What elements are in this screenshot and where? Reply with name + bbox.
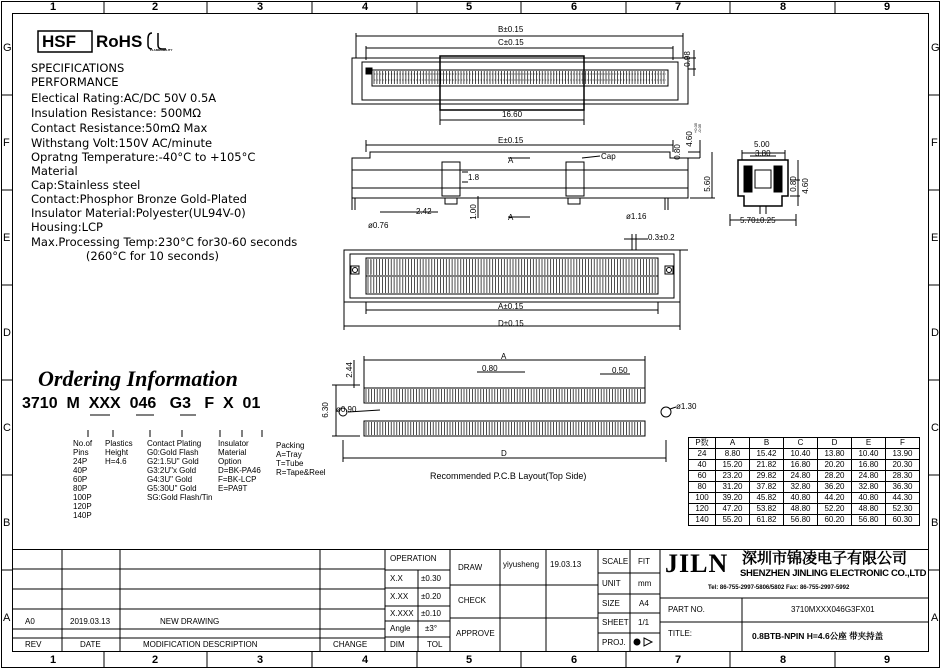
pin-table-cell: 21.82 (750, 460, 784, 471)
pin-table-cell: 32.80 (852, 482, 886, 493)
dim-w460: 4.60 (800, 178, 810, 194)
spec-line: Withstang Volt:150V AC/minute (31, 136, 213, 150)
dim-080: 0.80 (672, 144, 682, 160)
tb-part-no: 3710MXXX046G3FX01 (791, 605, 875, 614)
ordering-plating: Contact Plating G0:Gold Flash G2:1.5U" Gold G3:2U"x Gold G4:3U" Gold G5:30U" Gold SG:Gold Flash/Tin (147, 439, 213, 502)
pin-table-cell: 48.80 (784, 504, 818, 515)
col-4-label-bottom: 4 (362, 654, 369, 666)
dim-1660: 16.60 (502, 110, 523, 119)
pin-table-cell: 40.80 (784, 493, 818, 504)
pcb-dim-130: ø1.30 (676, 402, 697, 411)
tb-proj: PROJ. (602, 638, 626, 647)
tb-approve: APPROVE (456, 629, 495, 638)
pcb-dim-d: D (501, 449, 507, 458)
spec-line: Contact Resistance:50mΩ Max (31, 121, 208, 135)
ul-mark-label: UL (168, 36, 176, 42)
col-9-label: 9 (884, 1, 891, 13)
pin-table-cell: B (750, 438, 784, 449)
rohs-logo: RoHS (96, 32, 143, 51)
pin-table-cell: 40.80 (852, 493, 886, 504)
pcb-dim-244: 2.44 (344, 362, 354, 378)
rev-row-desc: NEW DRAWING (160, 617, 220, 626)
tb-scale: SCALE (602, 557, 629, 566)
tb-dim: DIM (390, 640, 405, 649)
tb-title-label: TITLE: (668, 629, 693, 638)
dim-tol: +0.05 -0.05 (693, 122, 703, 134)
pin-table-cell: 24.80 (784, 471, 818, 482)
pin-table-row (689, 493, 920, 504)
row-g-label: G (3, 42, 12, 54)
row-g-label-right: G (931, 42, 940, 54)
pin-table-cell: F (886, 438, 920, 449)
col-5-label-bottom: 5 (466, 654, 473, 666)
dim-d015: D±0.15 (498, 319, 524, 328)
dim-a-mark-2: A (508, 213, 514, 222)
pin-table-cell: E (852, 438, 886, 449)
tb-part-no-label: PART NO. (668, 605, 705, 614)
row-c-label-right: C (931, 422, 939, 434)
dim-18: 1.8 (468, 173, 480, 182)
pin-table-cell: A (716, 438, 750, 449)
tb-sheet: SHEET (602, 618, 629, 627)
projection-symbol-icon (634, 638, 652, 646)
pin-table-cell: 31.20 (716, 482, 750, 493)
pin-table-row (689, 482, 920, 493)
spec-title: SPECIFICATIONS (31, 61, 125, 75)
tb-tol-row-value: ±0.10 (421, 609, 441, 618)
tb-tol-row-label: Angle (390, 624, 411, 633)
pin-table-cell: 40 (689, 460, 716, 471)
tb-tol-row-label: X.XX (390, 592, 409, 601)
spec-line: Housing:LCP (31, 220, 103, 234)
rev-row-rev: A0 (25, 617, 35, 626)
row-b-label-right: B (931, 517, 939, 529)
pin-dimension-table (688, 437, 920, 526)
spec-line: Contact:Phosphor Bronze Gold-Plated (31, 192, 247, 206)
pin-table-cell: 36.30 (886, 482, 920, 493)
pin-table-cell: 60.20 (818, 515, 852, 526)
col-1-label: 1 (50, 1, 57, 13)
tb-draw: DRAW (458, 563, 483, 572)
pin-table-cell: 23.20 (716, 471, 750, 482)
pcb-caption: Recommended P.C.B Layout(Top Side) (430, 471, 587, 481)
row-e-label: E (3, 232, 11, 244)
col-4-label: 4 (362, 1, 369, 13)
company-name-cn: 深圳市锦凌电子有限公司 (742, 550, 908, 567)
col-2-label-bottom: 2 (152, 654, 159, 666)
ordering-packing: Packing A=Tray T=Tube R=Tape&Reel (276, 441, 326, 477)
col-7-label-bottom: 7 (675, 654, 682, 666)
pin-table-cell: 10.40 (784, 449, 818, 460)
spec-line: (260°C for 10 seconds) (31, 249, 219, 263)
col-1-label-bottom: 1 (50, 654, 57, 666)
col-6-label-bottom: 6 (571, 654, 578, 666)
dim-116: ø1.16 (626, 212, 647, 221)
dim-w080: 0.80 (788, 176, 798, 192)
rev-hdr-desc: MODIFICATION DESCRIPTION (143, 640, 258, 649)
dim-242: 2.42 (416, 207, 432, 216)
tb-draw-date: 19.03.13 (550, 560, 582, 569)
company-name-en: SHENZHEN JINLING ELECTRONIC CO.,LTD (740, 568, 927, 579)
pcb-dim-090: ø0.90 (336, 405, 357, 414)
col-9-label-bottom: 9 (884, 654, 891, 666)
tb-tol: TOL (427, 640, 443, 649)
dim-w380: 3.80 (755, 149, 771, 158)
pin-table-cell: 45.82 (750, 493, 784, 504)
pin-table-cell: 37.82 (750, 482, 784, 493)
company-logo: JILN (665, 549, 729, 578)
pin-table-cell: 36.20 (818, 482, 852, 493)
dim-e: E±0.15 (498, 136, 524, 145)
rev-row-date: 2019.03.13 (70, 617, 111, 626)
pin-table-cell: 32.80 (784, 482, 818, 493)
tb-tol-row-value: ±0.30 (421, 574, 441, 583)
pin-table-cell: 24 (689, 449, 716, 460)
pin-table-cell: 24.80 (852, 471, 886, 482)
company-contact: Tel: 86-755-2997-5806/5802 Fax: 86-755-2997-5992 (708, 585, 850, 591)
pin-table-cell: 10.40 (852, 449, 886, 460)
pin-table-cell: 61.82 (750, 515, 784, 526)
pin-table-cell: 80 (689, 482, 716, 493)
pin-table-cell: 100 (689, 493, 716, 504)
ordering-pins: No.of Pins 24P 40P 60P 80P 100P 120P 140P (73, 439, 93, 520)
pin-table-cell: 29.82 (750, 471, 784, 482)
ordering-connectors (88, 415, 262, 437)
pin-table-cell: 47.20 (716, 504, 750, 515)
pin-pattern (366, 71, 664, 435)
pin-table-cell: 39.20 (716, 493, 750, 504)
spec-line: Insulation Resistance: 500MΩ (31, 106, 202, 120)
dim-b: B±0.15 (498, 25, 524, 34)
col-5-label: 5 (466, 1, 473, 13)
spec-line: Cap:Stainless steel (31, 178, 141, 192)
ul-mark-caption: FLAMMABILITY (150, 48, 173, 52)
tb-sheet-val: 1/1 (638, 618, 650, 627)
pin-table-cell: 52.30 (886, 504, 920, 515)
pin-table-cell: 44.20 (818, 493, 852, 504)
dim-032: 0.3±0.2 (648, 233, 675, 242)
tb-tol-row-value: ±0.20 (421, 592, 441, 601)
ordering-title: Ordering Information (38, 366, 238, 391)
dim-c: C±0.15 (498, 38, 524, 47)
pin-table-cell: D (818, 438, 852, 449)
row-b-label: B (3, 517, 11, 529)
side-view-connector (352, 140, 715, 218)
row-f-label-right: F (931, 137, 938, 149)
tb-operation: OPERATION (390, 554, 437, 563)
pin-table-cell: P数 (689, 438, 716, 449)
tb-unit: UNIT (602, 579, 621, 588)
spec-line: Opratng Temperature:-40°C to +105°C (31, 150, 256, 164)
pin-table-row (689, 504, 920, 515)
spec-line: Max.Processing Temp:230°C for30-60 seconds (31, 235, 298, 249)
tb-unit-val: mm (638, 579, 652, 588)
pin-table-cell: 15.20 (716, 460, 750, 471)
ul-mark-icon (148, 33, 166, 49)
dim-w570: 5.70±0.25 (740, 216, 776, 225)
ordering-insulator: Insulator Material Option D=BK-PA46 F=BK-LCP E=PA9T (218, 439, 261, 493)
dim-cap: Cap (601, 152, 616, 161)
pin-table-row (689, 515, 920, 526)
pin-table-cell: 13.80 (818, 449, 852, 460)
rev-hdr-change: CHANGE (333, 640, 368, 649)
pin-table-cell: 16.80 (852, 460, 886, 471)
pin-table-cell: 20.20 (818, 460, 852, 471)
pin-table-cell: 60 (689, 471, 716, 482)
col-8-label-bottom: 8 (780, 654, 787, 666)
dim-a-mark-1: A (508, 156, 514, 165)
pin-table-row (689, 449, 920, 460)
spec-line: Insulator Material:Polyester(UL94V-0) (31, 206, 246, 220)
tb-tol-row-label: X.X (390, 574, 403, 583)
row-a-label-right: A (931, 612, 939, 624)
row-f-label: F (3, 137, 10, 149)
pin-table-cell: 16.80 (784, 460, 818, 471)
row-d-label: D (3, 327, 11, 339)
col-8-label: 8 (780, 1, 787, 13)
pin-table-cell: 140 (689, 515, 716, 526)
pin-table-cell: 8.80 (716, 449, 750, 460)
pin-table-cell: 56.80 (784, 515, 818, 526)
pin-table-cell: 56.80 (852, 515, 886, 526)
tb-tol-row-value: ±3° (425, 624, 438, 633)
tb-title-val: 0.8BTB-NPIN H=4.6公座 带夹持盖 (752, 631, 884, 641)
pin-table-cell: 13.90 (886, 449, 920, 460)
spec-line: Material (31, 164, 78, 178)
top-view-connector (352, 33, 696, 125)
pin-table-cell: 53.82 (750, 504, 784, 515)
pcb-dim-630: 6.30 (320, 402, 330, 418)
pin-table-header (689, 438, 920, 449)
rev-hdr-date: DATE (80, 640, 101, 649)
pin-table-cell: 48.80 (852, 504, 886, 515)
ordering-code: 3710 M XXX 046 G3 F X 01 (22, 395, 261, 412)
col-2-label: 2 (152, 1, 159, 13)
dim-100: 1.00 (468, 204, 478, 220)
dim-460: 4.60 (684, 131, 694, 147)
row-a-label: A (3, 612, 11, 624)
pin-table-cell: 28.20 (818, 471, 852, 482)
tb-size: SIZE (602, 599, 620, 608)
pin-table-cell: C (784, 438, 818, 449)
dim-w500: 5.00 (754, 140, 770, 149)
spec-line: Electical Rating:AC/DC 50V 0.5A (31, 91, 217, 105)
pin-table-cell: 28.30 (886, 471, 920, 482)
dim-076: ø0.76 (368, 221, 389, 230)
pin-table-cell: 55.20 (716, 515, 750, 526)
pin-table-cell: 52.20 (818, 504, 852, 515)
tb-scale-val: FIT (638, 557, 650, 566)
col-3-label-bottom: 3 (257, 654, 264, 666)
dim-a015: A±0.15 (498, 302, 524, 311)
row-e-label-right: E (931, 232, 939, 244)
dim-098: 0.98 (682, 51, 692, 67)
hsf-logo: HSF (42, 32, 76, 51)
pin-table-cell: 60.30 (886, 515, 920, 526)
tb-tol-row-label: X.XXX (390, 609, 414, 618)
col-3-label: 3 (257, 1, 264, 13)
pcb-dim-050: 0.50 (612, 366, 628, 375)
spec-performance: PERFORMANCE (31, 75, 119, 89)
dim-560: 5.60 (702, 176, 712, 192)
pcb-dim-080: 0.80 (482, 364, 498, 373)
tb-drawer: yiyusheng (503, 560, 540, 569)
row-d-label-right: D (931, 327, 939, 339)
tb-check: CHECK (458, 596, 487, 605)
pin-table-cell: 15.42 (750, 449, 784, 460)
rev-hdr-rev: REV (25, 640, 42, 649)
pin-table-cell: 44.30 (886, 493, 920, 504)
col-6-label: 6 (571, 1, 578, 13)
pin-table-row (689, 460, 920, 471)
ordering-plastics: Plastics Height H=4.6 (105, 439, 133, 466)
col-7-label: 7 (675, 1, 682, 13)
pin-table-cell: 120 (689, 504, 716, 515)
pcb-dim-a: A (501, 352, 507, 361)
pin-table-row (689, 471, 920, 482)
pin-table-cell: 20.30 (886, 460, 920, 471)
row-c-label: C (3, 422, 11, 434)
tb-size-val: A4 (639, 599, 649, 608)
